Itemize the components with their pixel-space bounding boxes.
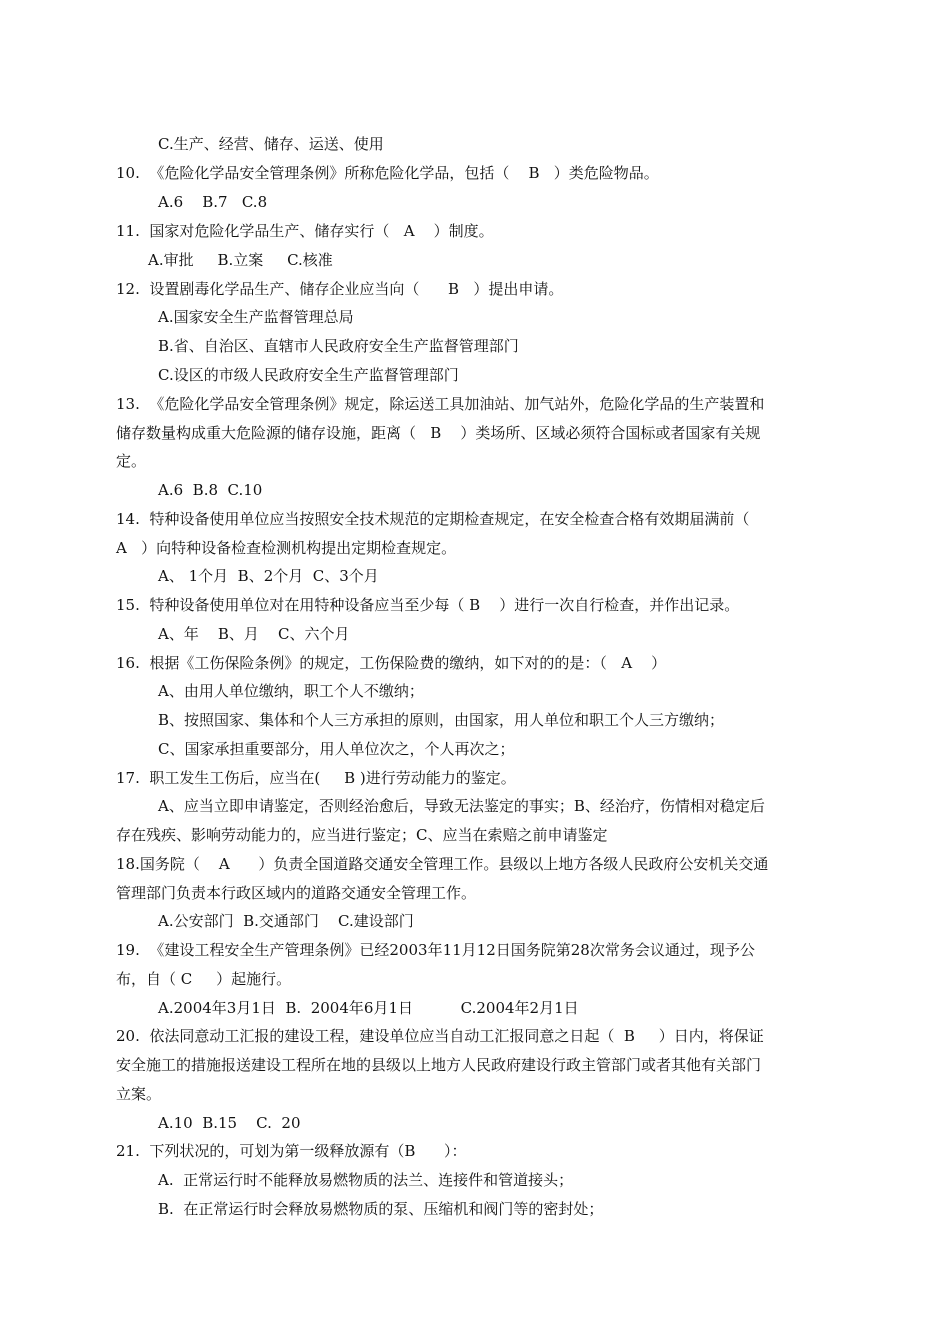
q14-question-line2: A ）向特种设备检查检测机构提出定期检查规定。: [116, 539, 457, 557]
q16-option-a: A、由用人单位缴纳，职工个人不缴纳；: [158, 682, 424, 700]
q21-question: 21. 下列状况的，可划为第一级释放源有（B ）：: [116, 1142, 467, 1160]
q12-question: 12. 设置剧毒化学品生产、储存企业应当向（ B ）提出申请。: [116, 280, 564, 298]
q16-option-c: C、国家承担重要部分，用人单位次之，个人再次之；: [158, 740, 515, 758]
q20-question-line3: 立案。: [116, 1085, 162, 1103]
q10-question: 10. 《危险化学品安全管理条例》所称危险化学品，包括（ B ）类危险物品。: [116, 164, 659, 182]
q17-question: 17. 职工发生工伤后，应当在( B )进行劳动能力的鉴定。: [116, 769, 516, 787]
q19-question-line1: 19. 《建设工程安全生产管理条例》已经2003年11月12日国务院第28次常务会议通过，现予公: [116, 941, 755, 959]
q19-options: A.2004年3月1日 B. 2004年6月1日 C.2004年2月1日: [158, 999, 579, 1017]
q17-options-line1: A、应当立即申请鉴定，否则经治愈后，导致无法鉴定的事实；B、经治疗，伤情相对稳定后: [158, 797, 765, 815]
q17-options-line2: 存在残疾、影响劳动能力的，应当进行鉴定；C、应当在索赔之前申请鉴定: [116, 826, 608, 844]
q11-question: 11. 国家对危险化学品生产、储存实行（ A ）制度。: [116, 222, 494, 240]
q12-option-b: B.省、自治区、直辖市人民政府安全生产监督管理部门: [158, 337, 519, 355]
q20-options: A.10 B.15 C. 20: [158, 1114, 301, 1132]
q14-options: A、 1个月 B、2个月 C、3个月: [158, 567, 379, 585]
q10-options: A.6 B.7 C.8: [158, 193, 268, 211]
q14-question-line1: 14. 特种设备使用单位应当按照安全技术规范的定期检查规定，在安全检查合格有效期届满前（: [116, 510, 750, 528]
q20-question-line1: 20. 依法同意动工汇报的建设工程，建设单位应当自动工汇报同意之日起（ B ）日内，将保证: [116, 1027, 764, 1045]
q18-question-line1: 18.国务院（ A ）负责全国道路交通安全管理工作。县级以上地方各级人民政府公安机关交通: [116, 855, 769, 873]
q12-option-a: A.国家安全生产监督管理总局: [158, 308, 354, 326]
q16-option-b: B、按照国家、集体和个人三方承担的原则，由国家，用人单位和职工个人三方缴纳；: [158, 711, 725, 729]
q12-option-c: C.设区的市级人民政府安全生产监督管理部门: [158, 366, 459, 384]
q13-question-line3: 定。: [116, 452, 147, 470]
q15-question: 15. 特种设备使用单位对在用特种设备应当至少每（ B ）进行一次自行检查，并作出记录。: [116, 596, 740, 614]
q19-question-line2: 布，自（ C ）起施行。: [116, 970, 292, 988]
q21-option-a: A. 正常运行时不能释放易燃物质的法兰、连接件和管道接头；: [158, 1171, 574, 1189]
q13-options: A.6 B.8 C.10: [158, 481, 263, 499]
q13-question-line2: 储存数量构成重大危险源的储存设施，距离（ B ）类场所、区域必须符合国标或者国家有关规: [116, 424, 761, 442]
q18-question-line2: 管理部门负责本行政区域内的道路交通安全管理工作。: [116, 884, 477, 902]
q16-question: 16. 根据《工伤保险条例》的规定，工伤保险费的缴纳，如下对的的是：（ A ）: [116, 654, 667, 672]
q21-option-b: B. 在正常运行时会释放易燃物质的泵、压缩机和阀门等的密封处；: [158, 1200, 604, 1218]
q15-options: A、年 B、月 C、六个月: [158, 625, 350, 643]
q20-question-line2: 安全施工的措施报送建设工程所在地的县级以上地方人民政府建设行政主管部门或者其他有关部门: [116, 1056, 762, 1074]
q18-options: A.公安部门 B.交通部门 C.建设部门: [158, 912, 414, 930]
q9-option-c: C.生产、经营、储存、运送、使用: [158, 135, 384, 153]
q11-options: A.审批 B.立案 C.核准: [148, 251, 333, 269]
q13-question-line1: 13. 《危险化学品安全管理条例》规定，除运送工具加油站、加气站外，危险化学品的生产装置和: [116, 395, 765, 413]
